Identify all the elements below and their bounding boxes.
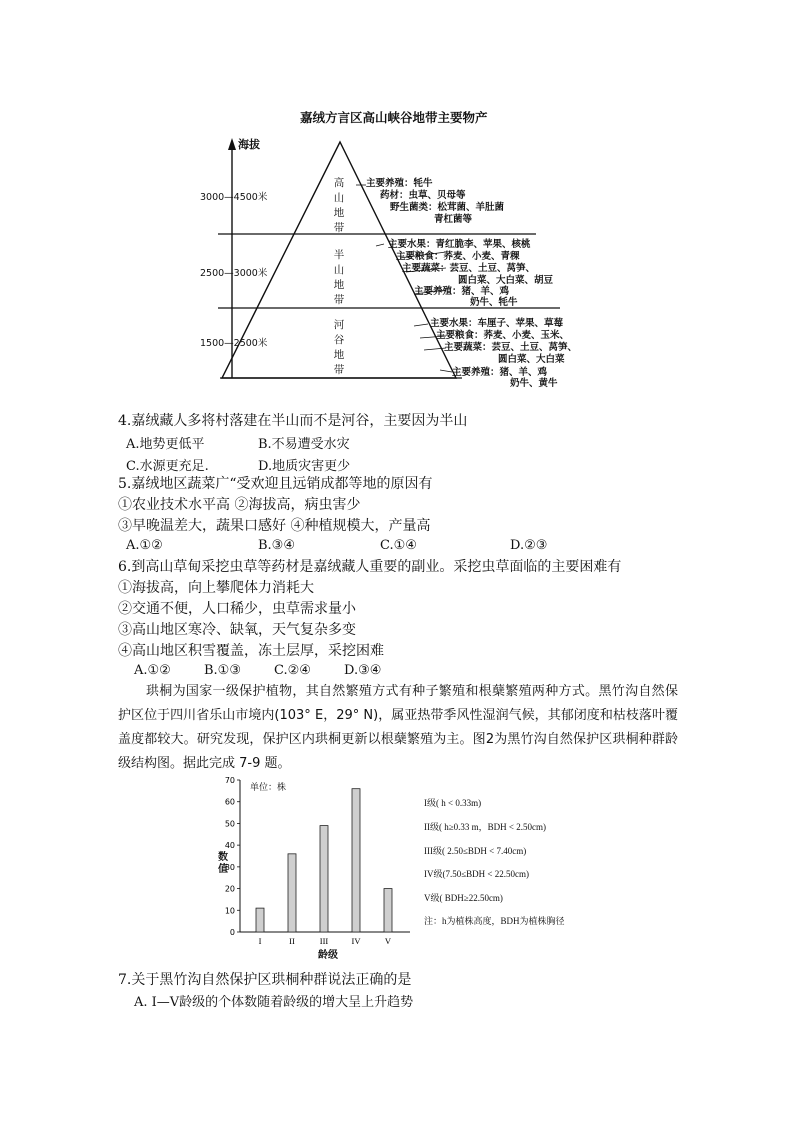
product-line: 圆白菜、大白菜 xyxy=(498,354,565,365)
zone-mid-label: 半山地带 xyxy=(333,249,345,306)
q7-option-a: A. Ⅰ—Ⅴ龄级的个体数随着龄级的增大呈上升趋势 xyxy=(134,995,414,1010)
question-4-stem: 4.嘉绒藏人多将村落建在半山而不是河谷，主要因为半山 xyxy=(118,413,468,429)
legend-item: II级( h≥0.33 m，BDH < 2.50cm) xyxy=(424,822,547,832)
legend-item: IV级(7.50≤BDH < 22.50cm) xyxy=(424,869,530,879)
y-tick-label: 0 xyxy=(229,928,235,937)
q4-option-c: C.水源更充足. xyxy=(126,459,209,474)
chart-ylabel: 数值 xyxy=(218,852,228,875)
product-line: 主要养殖：牦牛 xyxy=(366,178,433,189)
q5-option-c: C.①④ xyxy=(380,538,417,553)
x-tick-label: II xyxy=(289,936,295,946)
product-line: 主要水果：青红脆李、苹果、核桃 xyxy=(388,239,531,250)
product-line: 主要蔬菜：芸豆、土豆、莴笋、 xyxy=(402,263,536,274)
q4-option-d: D.地质灾害更少 xyxy=(258,459,351,474)
product-line: 药材：虫草、贝母等 xyxy=(380,190,466,201)
q5-statement: ①农业技术水平高 ②海拔高，病虫害少 xyxy=(118,497,361,513)
question-5-stem: 5.嘉绒地区蔬菜广“受欢迎且远销成都等地的原因有 xyxy=(118,476,433,492)
bar-II xyxy=(288,854,296,932)
bar-IV xyxy=(352,789,360,932)
q4-option-b: B.不易遭受水灾 xyxy=(258,437,350,452)
product-line: 主要粮食：荞麦、小麦、玉米、 xyxy=(436,330,570,341)
x-tick-label: III xyxy=(319,936,329,946)
y-tick-label: 40 xyxy=(224,841,235,851)
bar-III xyxy=(320,826,328,932)
x-tick-label: IV xyxy=(351,936,361,946)
legend-item: I级( h < 0.33m) xyxy=(424,798,482,808)
y-tick-label: 10 xyxy=(224,906,235,916)
q6-statement: ③高山地区寒冷、缺氧，天气复杂多变 xyxy=(118,622,356,638)
product-line: 青杠菌等 xyxy=(434,214,473,225)
product-line: 主要养殖：猪、羊、鸡 xyxy=(414,286,510,297)
altitude-low: 1500—2500米 xyxy=(200,338,268,349)
q5-option-a: A.①② xyxy=(126,538,163,553)
x-tick-label: I xyxy=(258,936,262,946)
y-axis-label: 海拔 xyxy=(238,138,260,151)
bar-V xyxy=(384,889,392,932)
x-tick-label: V xyxy=(384,936,392,946)
q5-option-d: D.②③ xyxy=(510,538,548,553)
y-tick-label: 60 xyxy=(224,797,235,807)
q6-option-c: C.②④ xyxy=(274,663,311,678)
legend-item: III级( 2.50≤BDH < 7.40cm) xyxy=(424,846,527,856)
y-tick-label: 20 xyxy=(224,884,235,894)
y-tick-label: 70 xyxy=(224,776,235,785)
y-tick-label: 30 xyxy=(224,862,235,872)
q6-option-b: B.①③ xyxy=(204,663,241,678)
q6-statement: ②交通不便，人口稀少，虫草需求量小 xyxy=(118,601,356,617)
product-line: 主要水果：车厘子、苹果、草莓 xyxy=(430,318,564,329)
q6-statement: ④高山地区积雪覆盖，冻土层厚，采挖困难 xyxy=(118,643,384,659)
question-7-stem: 7.关于黑竹沟自然保护区珙桐种群说法正确的是 xyxy=(118,972,412,988)
product-line: 主要养殖：猪、羊、鸡 xyxy=(452,367,548,378)
altitude-high: 3000—4500米 xyxy=(200,192,268,203)
zone-high-label: 高山地带 xyxy=(333,177,345,234)
passage: 珙桐为国家一级保护植物，其自然繁殖方式有种子繁殖和根蘖繁殖两种方式。黑竹沟自然保护区位于四川省乐山市境内(103° E，29° N)，属亚热带季风性湿润气候，其郁闭度和枯枝落叶覆盖度都较大。研究发现，保护区内珙桐更新以根蘖繁殖为主。图2为黑竹沟自然保护区珙桐种群龄级结构图。据此完成 7-9 题。 xyxy=(118,684,678,771)
question-6-stem: 6.到高山草甸采挖虫草等药材是嘉绒藏人重要的副业。采挖虫草面临的主要困难有 xyxy=(118,559,622,575)
figure1-title: 嘉绒方言区高山峡谷地带主要物产 xyxy=(300,110,488,125)
product-line: 奶牛、黄牛 xyxy=(510,378,558,389)
q5-option-b: B.③④ xyxy=(258,538,295,553)
bar-I xyxy=(256,908,264,932)
q6-option-d: D.③④ xyxy=(344,663,382,678)
legend-item: V级( BDH≥22.50cm) xyxy=(424,893,503,903)
age-class-bar-chart xyxy=(200,770,416,960)
q6-statement: ①海拔高，向上攀爬体力消耗大 xyxy=(118,580,314,596)
altitude-mid: 2500—3000米 xyxy=(200,268,268,279)
q6-option-a: A.①② xyxy=(134,663,171,678)
q4-option-a: A.地势更低平 xyxy=(126,437,205,452)
zone-low-label: 河谷地带 xyxy=(333,319,345,376)
product-line: 野生菌类：松茸菌、羊肚菌 xyxy=(390,202,505,213)
q5-statement: ③早晚温差大，蔬果口感好 ④种植规模大，产量高 xyxy=(118,518,431,534)
chart-unit-label: 单位：株 xyxy=(250,783,287,793)
product-line: 圆白菜、大白菜、胡豆 xyxy=(458,275,554,286)
product-line: 奶牛、牦牛 xyxy=(470,297,518,308)
chart-note: 注：h为植株高度，BDH为植株胸径 xyxy=(424,916,565,926)
product-line: 主要蔬菜：芸豆、土豆、莴笋、 xyxy=(444,342,578,353)
y-tick-label: 50 xyxy=(224,819,235,829)
product-line: 主要粮食：荞麦、小麦、青稞 xyxy=(396,251,520,262)
chart-xlabel: 龄级 xyxy=(318,950,338,961)
axis-arrow-icon xyxy=(228,138,236,150)
